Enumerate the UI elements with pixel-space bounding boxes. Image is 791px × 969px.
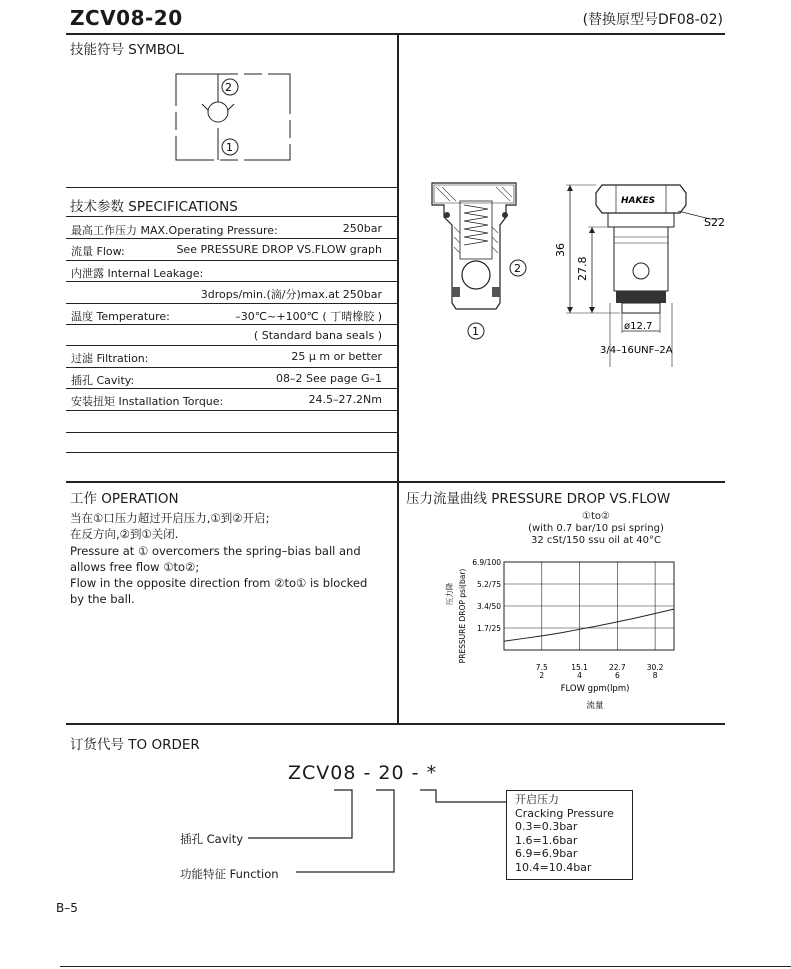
chart-series-line bbox=[504, 609, 674, 641]
page-title: ZCV08-20 bbox=[70, 6, 183, 30]
page-subtitle: (替换原型号DF08-02) bbox=[582, 12, 723, 28]
chart-x-tick-gpm: 8 bbox=[652, 671, 658, 680]
cavity-label: 插孔 Cavity bbox=[180, 832, 244, 846]
chart-note-1: ①to② bbox=[582, 511, 610, 522]
chart-y-tick: 5.2/75 bbox=[477, 580, 501, 589]
spec-value: ( Standard bana seals ) bbox=[253, 329, 382, 342]
chart-y-label: PRESSURE DROP psi(bar) bbox=[458, 568, 467, 664]
spec-row bbox=[69, 261, 396, 282]
chart-x-tick-gpm: 4 bbox=[577, 671, 582, 680]
order-code-sep: - bbox=[363, 762, 372, 784]
spec-label: 流量 Flow: bbox=[71, 245, 125, 259]
spec-value: 25 μ m or better bbox=[291, 350, 382, 364]
spec-row bbox=[69, 389, 396, 410]
header-rule bbox=[66, 33, 725, 35]
center-divider bbox=[397, 34, 399, 724]
order-code-base: ZCV08 bbox=[288, 762, 357, 784]
chart-y-tick: 6.9/100 bbox=[472, 558, 501, 567]
hex-size-label: S22 bbox=[704, 216, 725, 229]
chart-x-tick-lpm: 15.1 bbox=[571, 663, 588, 672]
footer-rule bbox=[60, 966, 791, 967]
option-item: 0.3=0.3bar bbox=[515, 820, 578, 833]
operation-line: by the ball. bbox=[70, 592, 135, 607]
option-item: 10.4=10.4bar bbox=[515, 860, 592, 874]
spec-row bbox=[69, 218, 396, 239]
operation-line: Flow in the opposite direction from ②to① is blocked bbox=[70, 576, 368, 591]
spec-value: 08–2 See page G–1 bbox=[276, 371, 382, 385]
page-number: B–5 bbox=[56, 901, 78, 915]
order-code-opt: * bbox=[426, 762, 438, 784]
symbol-bottom-rule bbox=[66, 187, 397, 188]
drawing-port2-label: 2 bbox=[514, 262, 521, 275]
spec-rule bbox=[66, 410, 397, 411]
cracking-pressure-box bbox=[506, 790, 633, 880]
box-title-en: Cracking Pressure bbox=[515, 806, 614, 820]
section-view bbox=[432, 183, 526, 339]
option-item: 1.6=1.6bar bbox=[515, 833, 578, 847]
spec-label: 内泄露 Internal Leakage: bbox=[71, 266, 204, 280]
chart-x-label-cn: 流量 bbox=[586, 701, 604, 711]
spec-row bbox=[69, 368, 396, 389]
dim-total: 36 bbox=[554, 243, 567, 257]
spec-rule-extra-2 bbox=[66, 452, 397, 453]
dim-body: 27.8 bbox=[576, 256, 589, 281]
spec-label: 过滤 Filtration: bbox=[71, 352, 149, 366]
symbol-ball bbox=[208, 102, 228, 122]
spec-value: –30℃~+100℃ ( 丁晴橡胶 ) bbox=[235, 309, 382, 323]
spec-row bbox=[69, 304, 396, 325]
operation-line: allows free flow ①to②; bbox=[70, 559, 200, 574]
symbol-frame bbox=[176, 74, 290, 160]
chart-y-tick: 3.4/50 bbox=[477, 602, 501, 611]
spec-label: 温度 Temperature: bbox=[71, 309, 170, 323]
exterior-view bbox=[554, 185, 725, 367]
spec-row bbox=[69, 325, 396, 346]
chart-x-tick-lpm: 22.7 bbox=[608, 663, 626, 672]
chart-y-tick: 1.7/25 bbox=[477, 624, 501, 633]
spec-row bbox=[69, 346, 396, 367]
order-code-func: 20 bbox=[378, 762, 405, 784]
symbol-heading: 技能符号 SYMBOL bbox=[70, 42, 184, 58]
spec-rule-0 bbox=[66, 216, 397, 217]
ball bbox=[462, 261, 490, 289]
mid-rule bbox=[66, 481, 725, 483]
operation-text bbox=[70, 510, 367, 608]
spec-row bbox=[69, 239, 396, 260]
symbol-port2-label: 2 bbox=[225, 81, 232, 94]
spec-rule-extra-1 bbox=[66, 432, 397, 433]
spec-value: 3drops/min.(滴/分)max.at 250bar bbox=[200, 288, 382, 302]
function-label: 功能特征 Function bbox=[180, 867, 279, 881]
chart-x-tick-gpm: 2 bbox=[539, 671, 545, 680]
check-valve-symbol bbox=[160, 68, 300, 168]
spec-value: 250bar bbox=[342, 222, 382, 235]
chart-x-tick-gpm: 6 bbox=[614, 671, 620, 680]
operation-line: Pressure at ① overcomers the spring–bias ball and bbox=[70, 543, 361, 558]
option-item: 6.9=6.9bar bbox=[515, 847, 578, 860]
spec-label: 最高工作压力 MAX.Operating Pressure: bbox=[71, 224, 278, 237]
valve-drawing bbox=[420, 175, 725, 365]
chart-note-3: 32 cSt/150 ssu oil at 40°C bbox=[530, 535, 662, 546]
spec-row bbox=[69, 282, 396, 303]
spec-value: See PRESSURE DROP VS.FLOW graph bbox=[176, 243, 382, 257]
chart-x-tick-lpm: 30.2 bbox=[646, 663, 664, 672]
pressure-drop-heading: 压力流量曲线 PRESSURE DROP VS.FLOW bbox=[406, 491, 671, 507]
order-heading: 订货代号 TO ORDER bbox=[70, 737, 200, 753]
spec-value: 24.5–27.2Nm bbox=[308, 393, 382, 407]
chart-notes bbox=[496, 511, 696, 547]
brand-mark: HAKES bbox=[621, 196, 656, 206]
lower-rule bbox=[66, 723, 725, 725]
specs-heading: 技术参数 SPECIFICATIONS bbox=[70, 199, 238, 215]
pressure-drop-chart bbox=[440, 550, 700, 720]
operation-line: 在反方向,②到①关闭. bbox=[70, 527, 179, 542]
chart-x-label: FLOW gpm(lpm) bbox=[560, 684, 630, 694]
dim-diameter: ø12.7 bbox=[624, 321, 653, 332]
chart-note-2: (with 0.7 bar/10 psi spring) bbox=[528, 523, 664, 534]
spec-label: 插孔 Cavity: bbox=[71, 373, 135, 387]
order-code-sep: - bbox=[411, 762, 420, 784]
spec-label: 安装扭矩 Installation Torque: bbox=[71, 395, 224, 409]
thread-spec: 3/4–16UNF–2A bbox=[600, 345, 673, 356]
operation-heading: 工作 OPERATION bbox=[70, 491, 179, 507]
chart-x-tick-lpm: 7.5 bbox=[535, 663, 548, 672]
drawing-port1-label: 1 bbox=[472, 325, 479, 338]
operation-line: 当在①口压力超过开启压力,①到②开启; bbox=[70, 511, 270, 525]
symbol-port1-label: 1 bbox=[226, 141, 233, 154]
chart-y-label-cn: 压力降 bbox=[445, 582, 454, 606]
box-title-cn: 开启压力 bbox=[515, 793, 559, 806]
